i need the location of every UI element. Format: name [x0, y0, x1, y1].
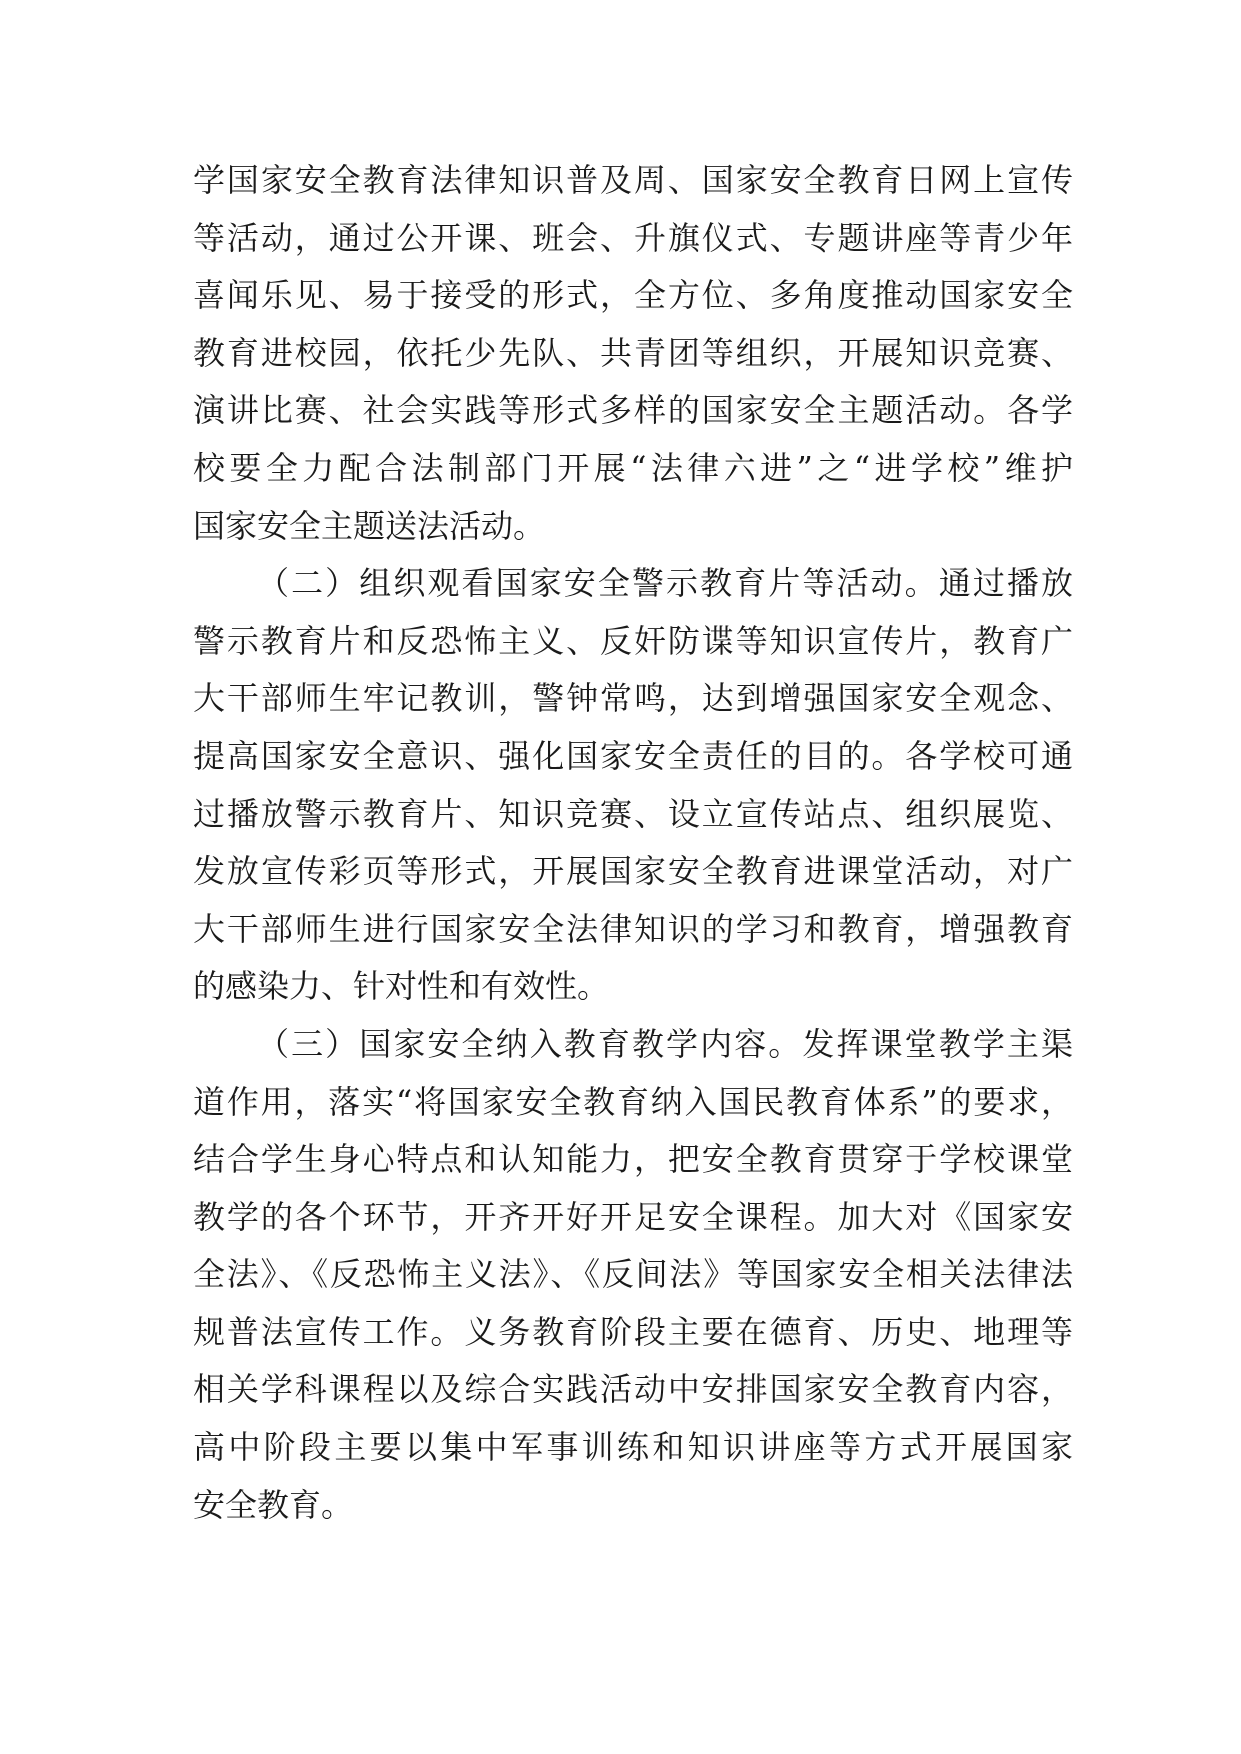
text-line: 全法》、《反恐怖主义法》、《反间法》等国家安全相关法律法	[193, 1255, 1073, 1294]
text-line: 喜闻乐见、易于接受的形式，全方位、多角度推动国家安全	[193, 276, 1073, 315]
text-line: 大干部师生进行国家安全法律知识的学习和教育，增强教育	[193, 909, 1073, 948]
text-line: 等活动，通过公开课、班会、升旗仪式、专题讲座等青少年	[193, 218, 1073, 257]
paragraph-2	[193, 555, 1073, 1016]
text-line: 学国家安全教育法律知识普及周、国家安全教育日网上宣传	[193, 161, 1073, 199]
text-line: 大干部师生牢记教训，警钟常鸣，达到增强国家安全观念、	[193, 679, 1073, 718]
text-line: 演讲比赛、社会实践等形式多样的国家安全主题活动。各学	[193, 391, 1073, 430]
text-line: （二）组织观看国家安全警示教育片等活动。通过播放	[257, 564, 1073, 603]
text-line: （三）国家安全纳入教育教学内容。发挥课堂教学主渠	[257, 1024, 1073, 1063]
text-line: 过播放警示教育片、知识竞赛、设立宣传站点、组织展览、	[193, 794, 1073, 833]
text-line: 相关学科课程以及综合实践活动中安排国家安全教育内容，	[193, 1370, 1073, 1409]
paragraph-1	[193, 152, 1073, 555]
text-line: 警示教育片和反恐怖主义、反奸防谍等知识宣传片，教育广	[193, 621, 1073, 660]
text-line: 发放宣传彩页等形式，开展国家安全教育进课堂活动，对广	[193, 852, 1073, 891]
paragraph-3	[193, 1016, 1073, 1534]
text-line: 高中阶段主要以集中军事训练和知识讲座等方式开展国家	[193, 1428, 1073, 1467]
text-line: 国家安全主题送法活动。	[193, 506, 546, 545]
text-line: 安全教育。	[193, 1485, 354, 1524]
text-line: 道作用，落实“将国家安全教育纳入国民教育体系”的要求，	[193, 1082, 1073, 1121]
text-line: 结合学生身心特点和认知能力，把安全教育贯穿于学校课堂	[193, 1140, 1073, 1179]
text-line: 的感染力、针对性和有效性。	[193, 967, 610, 1006]
text-line: 规普法宣传工作。义务教育阶段主要在德育、历史、地理等	[193, 1312, 1073, 1351]
text-line: 教学的各个环节，开齐开好开足安全课程。加大对《国家安	[193, 1197, 1073, 1236]
document-body	[193, 152, 1073, 1534]
text-line: 校要全力配合法制部门开展“法律六进”之“进学校”维护	[193, 448, 1073, 487]
text-line: 教育进校园，依托少先队、共青团等组织，开展知识竞赛、	[193, 333, 1073, 372]
text-line: 提高国家安全意识、强化国家安全责任的目的。各学校可通	[193, 736, 1073, 775]
